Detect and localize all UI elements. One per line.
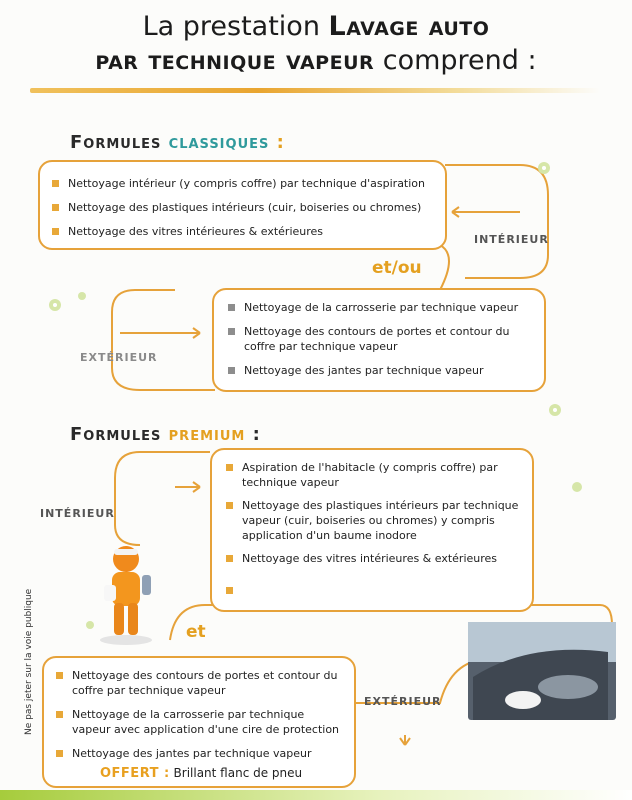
- list-item: Nettoyage des plastiques intérieurs (cuir, boiseries ou chromes): [50, 200, 440, 215]
- side-note: Ne pas jeter sur la voie publique: [24, 588, 34, 735]
- box-premium-interieur: [210, 448, 534, 612]
- offer-text: Brillant flanc de pneu: [169, 766, 303, 780]
- connector-et-ou: et/ou: [372, 258, 422, 278]
- curve-interieur: [445, 165, 548, 278]
- connector-et: et: [186, 622, 206, 642]
- label-exterieur-premium: extérieur: [364, 690, 442, 709]
- label-interieur-premium: intérieur: [40, 502, 115, 521]
- section-title-classiques: Formules classiques :: [70, 132, 285, 153]
- title-highlight: par technique vapeur: [95, 45, 375, 76]
- box-premium-exterieur: [42, 656, 356, 788]
- label-exterieur-classique: extérieur: [80, 346, 158, 365]
- list-item: Nettoyage intérieur (y compris coffre) par technique d'aspiration: [50, 176, 440, 191]
- list-item: Nettoyage de la carrosserie par technique vapeur avec application d'une cire de protection: [54, 707, 346, 737]
- label-interieur-classique: intérieur: [474, 228, 549, 247]
- offer-label: OFFERT :: [100, 766, 170, 781]
- list-item: Nettoyage des contours de portes et contour du coffre par technique vapeur: [226, 324, 536, 354]
- list-item: Nettoyage des jantes par technique vapeur: [226, 363, 536, 378]
- box-classique-interieur: [38, 160, 447, 250]
- title-highlight: Lavage auto: [328, 11, 490, 42]
- list-item: Nettoyage de la carrosserie par technique vapeur: [226, 300, 536, 315]
- list-item: Nettoyage des plastiques intérieurs par technique vapeur (cuir, boiseries ou chromes) y compris application d'un baume inodore: [224, 498, 522, 543]
- section-title-premium: Formules premium :: [70, 424, 261, 445]
- offer-line: [100, 766, 302, 781]
- mascot-illustration: [100, 546, 152, 645]
- title-text: comprend :: [374, 45, 537, 76]
- list-premium-exterieur: [54, 668, 346, 761]
- bottom-bar: [0, 790, 632, 800]
- title-text: La prestation: [142, 11, 329, 42]
- list-item: Nettoyage des vitres intérieures & extérieures: [224, 551, 522, 566]
- list-item: Nettoyage des jantes par technique vapeur: [54, 746, 346, 761]
- list-classique-interieur: [50, 176, 440, 239]
- list-classique-exterieur: [226, 300, 536, 378]
- list-premium-interieur: [224, 460, 522, 598]
- list-item: Nettoyage des contours de portes et contour du coffre par technique vapeur: [54, 668, 346, 698]
- box-classique-exterieur: [212, 288, 546, 392]
- list-item-empty: [224, 583, 522, 598]
- list-item: Aspiration de l'habitacle (y compris coffre) par technique vapeur: [224, 460, 522, 490]
- list-item: Nettoyage des vitres intérieures & extérieures: [50, 224, 440, 239]
- car-photo: [468, 622, 616, 720]
